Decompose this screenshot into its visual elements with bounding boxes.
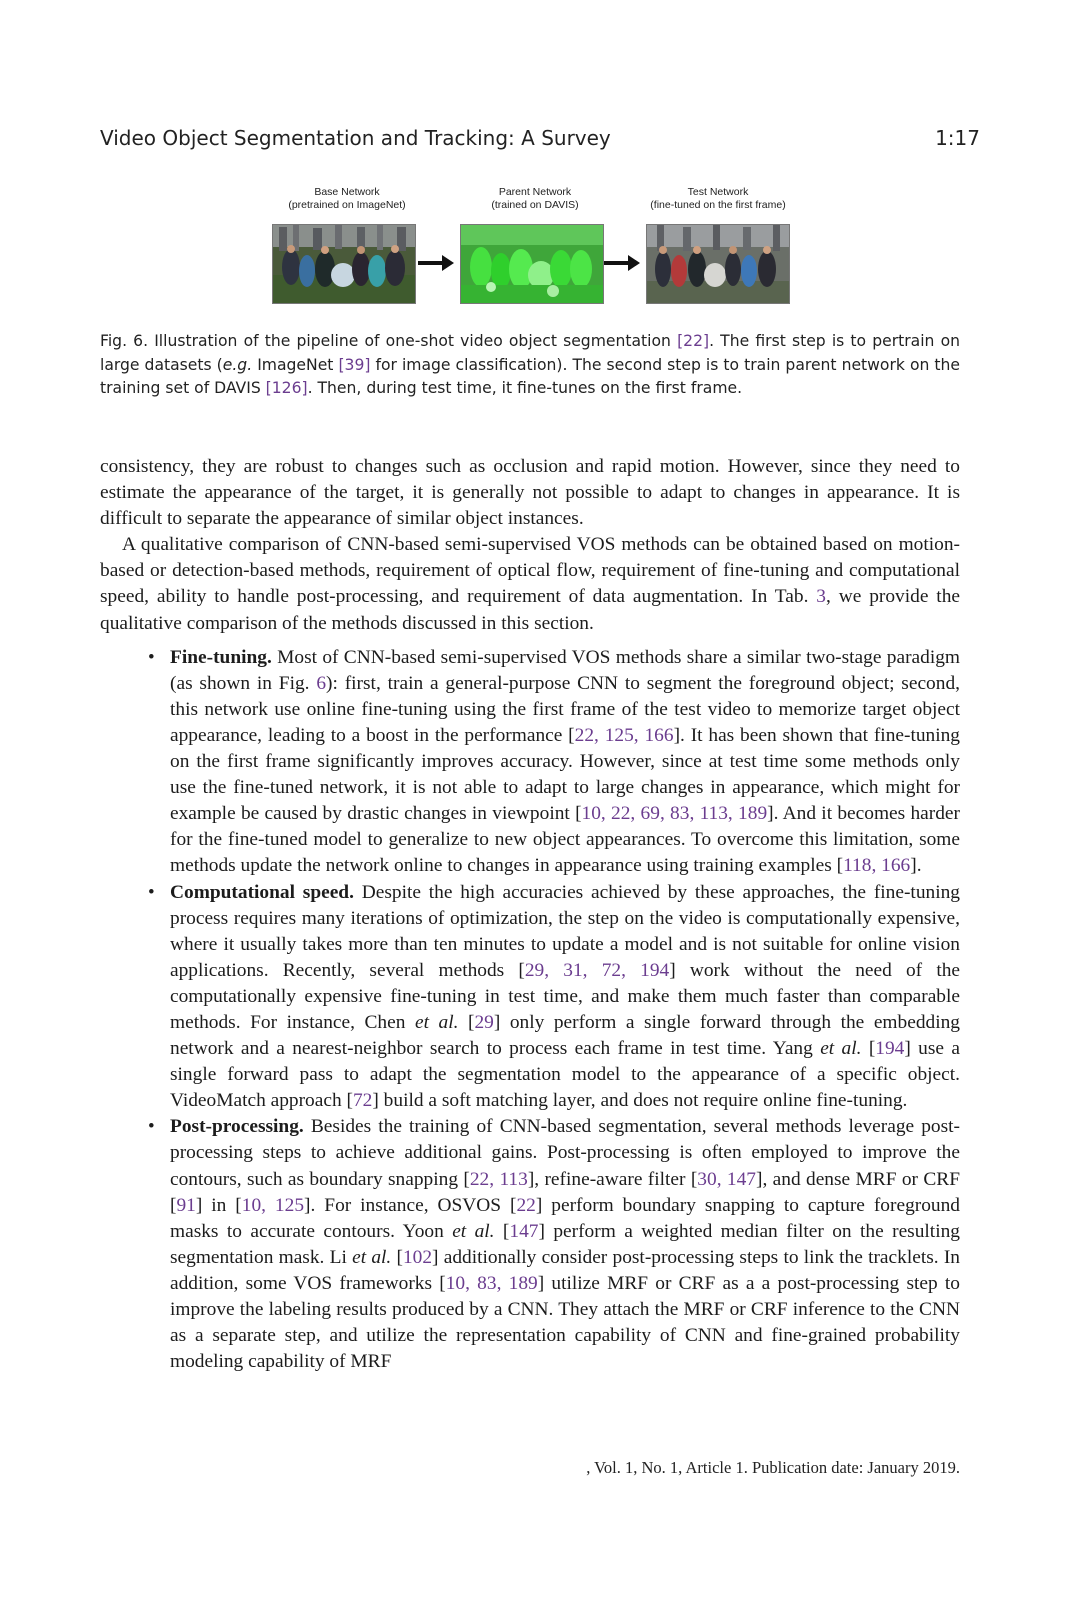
list-item-text: ] perform a weighted median filter on the resulting segmentation mask. Li	[170, 1220, 960, 1268]
italic-text: et al.	[452, 1220, 495, 1242]
figure-reference-link[interactable]: 6	[316, 672, 327, 694]
base-network-frame-image	[272, 224, 416, 304]
list-item-text: ] work without the need of the computationally expensive fine-tuning in test time, and make them much faster than comparable methods. For instance, Chen	[170, 959, 961, 1033]
citation-link[interactable]: 194	[875, 1038, 905, 1060]
bullet-icon: •	[148, 646, 155, 668]
citation-link[interactable]: 29, 31, 72, 194	[524, 959, 670, 981]
italic-text: et al.	[820, 1038, 862, 1060]
list-item-heading: Fine-tuning.	[170, 646, 272, 668]
citation-link[interactable]: 22	[516, 1194, 536, 1216]
citation-link[interactable]: 10, 125	[241, 1194, 305, 1216]
test-network-frame-image	[646, 224, 790, 304]
arrow-right-icon	[416, 252, 456, 274]
citation-link[interactable]: [126]	[265, 379, 308, 397]
figure-pipeline	[270, 186, 810, 310]
citation-link[interactable]: 102	[402, 1246, 433, 1268]
citation-link[interactable]: 30, 147	[697, 1168, 756, 1190]
stage-parent-network	[460, 186, 610, 212]
bullet-icon: •	[148, 1116, 155, 1138]
list-item-text: ] only perform a single forward through the embedding network and a nearest-neighbor search to process each frame in test time. Yang	[170, 1011, 960, 1060]
citation-link[interactable]: 29	[474, 1011, 494, 1033]
citation-link[interactable]: [39]	[338, 355, 371, 374]
citation-link[interactable]: 72	[352, 1090, 373, 1112]
citation-link[interactable]: [22]	[677, 332, 710, 350]
stage-label-subtitle: (pretrained on ImageNet)	[288, 199, 406, 211]
list-item-text: ] use a single forward pass to adapt the segmentation model to the appearance of a specific object. VideoMatch approach [	[170, 1038, 960, 1112]
caption-text: ImageNet	[252, 355, 339, 374]
stage-label-title: Test Network	[687, 186, 749, 198]
list-item-text: ] utilize MRF or CRF as a a post-processing step to improve the labeling results produced by a CNN. They attach the MRF or CRF inference to the CNN as a separate step, and utilize the representation capability of CNN and fine-grained probability modeling capability of MRF	[170, 1272, 960, 1373]
paragraph-text: A qualitative comparison of CNN-based semi-supervised VOS methods can be obtained based on motion-based or detection-based methods, requirement of optical flow, requirement of fine-tuning and computational speed, ability to handle post-processing, and requirement of data augmentation. In Tab.	[100, 534, 960, 608]
stage-label-subtitle: (fine-tuned on the first frame)	[650, 199, 786, 211]
citation-link[interactable]: 147	[509, 1220, 539, 1242]
list-item-text: ], and dense MRF or CRF [	[170, 1168, 961, 1216]
stage-label-subtitle: (trained on DAVIS)	[491, 199, 579, 211]
figure-caption	[100, 330, 960, 401]
citation-link[interactable]: 91	[176, 1194, 196, 1216]
list-item-text: ]. It has been shown that fine-tuning on the first frame significantly improves accuracy. However, since at test time some methods only use the fine-tuned network, it is not able to adapt to large changes in appearance, which might for example be caused by drastic changes in viewpoint [	[170, 724, 961, 825]
list-item-text: ].	[910, 855, 922, 877]
page-footer: , Vol. 1, No. 1, Article 1. Publication date: January 2019.	[586, 1458, 960, 1477]
list-item-text: Most of CNN-based semi-supervised VOS methods share a similar two-stage paradigm (as shown in Fig.	[170, 646, 960, 694]
italic-text: et al.	[352, 1246, 392, 1268]
arrow-right-icon	[602, 252, 642, 274]
list-item-text: [	[494, 1220, 510, 1242]
table-reference-link[interactable]: 3	[816, 586, 826, 608]
caption-text: for image classification). The second step is to train parent network on the training set of DAVIS	[100, 355, 960, 397]
list-item-text: ]. And it becomes harder for the fine-tuned model to generalize to new object appearances. To overcome this limitation, some methods update the network online to changes in appearance using training examples [	[170, 803, 960, 877]
body-text	[100, 454, 960, 1375]
list-item-text: ] additionally consider post-processing steps to link the tracklets. In addition, some VOS frameworks [	[170, 1246, 960, 1294]
list-item-post-processing	[100, 1114, 960, 1375]
list-item-text: ] perform boundary snapping to capture foreground masks to accurate contours. Yoon	[170, 1194, 961, 1242]
paragraph	[100, 532, 960, 636]
list-item-text: ] in [	[195, 1194, 242, 1216]
list-item-text: Besides the training of CNN-based segmentation, several methods leverage post-processing steps to achieve additional gains. Post-processing is often employed to improve the contours, such as boundary snapping [	[170, 1116, 960, 1190]
caption-text: Illustration of the pipeline of one-shot video object segmentation	[148, 332, 678, 350]
caption-text: . The first step is to pertrain on large datasets (	[100, 332, 961, 374]
paragraph: consistency, they are robust to changes such as occlusion and rapid motion. However, since they need to estimate the appearance of the target, it is generally not possible to adapt to changes in appearance. It is difficult to separate the appearance of similar object instances.	[100, 456, 960, 530]
list-item-text: ): first, train a general-purpose CNN to segment the foreground object; second, this network use online fine-tuning using the first frame of the test video to memorize target object appearance, leading to a boost in the performance [	[170, 672, 960, 746]
caption-italic: e.g.	[222, 355, 253, 374]
list-item-fine-tuning	[100, 645, 960, 880]
stage-test-network	[646, 186, 796, 212]
bullet-icon: •	[148, 881, 155, 903]
stage-label-title: Base Network	[314, 186, 380, 198]
list-item-computational-speed	[100, 880, 960, 1115]
citation-link[interactable]: 10, 83, 189	[445, 1272, 538, 1294]
paragraph-text: , we provide the qualitative comparison of the methods discussed in this section.	[100, 586, 960, 634]
list-item-text: [	[458, 1011, 475, 1033]
bullet-list	[100, 645, 960, 1376]
list-item-heading: Post-processing.	[170, 1116, 304, 1138]
list-item-heading: Computational speed.	[170, 881, 354, 903]
citation-link[interactable]: 22, 113	[469, 1168, 528, 1190]
caption-label: Fig. 6.	[100, 332, 149, 350]
caption-text: . Then, during test time, it fine-tunes on the first frame.	[307, 379, 743, 397]
parent-network-frame-image	[460, 224, 604, 304]
list-item-text: ]. For instance, OSVOS [	[304, 1194, 517, 1216]
citation-link[interactable]: 10, 22, 69, 83, 113, 189	[581, 803, 768, 825]
running-title: Video Object Segmentation and Tracking: A Survey	[100, 126, 611, 150]
citation-link[interactable]: 118, 166	[843, 855, 911, 877]
page-number: 1:17	[935, 126, 980, 150]
list-item-text: ], refine-aware filter [	[527, 1168, 698, 1190]
list-item-text: Despite the high accuracies achieved by these approaches, the fine-tuning process requires many iterations of optimization, the step on the video is computationally expensive, where it usually takes more than ten minutes to update a model and is not suitable for online vision applications. Recently, several methods [	[170, 881, 960, 981]
list-item-text: [	[861, 1038, 876, 1060]
italic-text: et al.	[414, 1011, 459, 1033]
list-item-text: ] build a soft matching layer, and does not require online fine-tuning.	[372, 1090, 908, 1112]
citation-link[interactable]: 22, 125, 166	[574, 724, 674, 746]
list-item-text: [	[391, 1246, 403, 1268]
stage-label-title: Parent Network	[498, 186, 572, 198]
stage-base-network	[272, 186, 422, 212]
